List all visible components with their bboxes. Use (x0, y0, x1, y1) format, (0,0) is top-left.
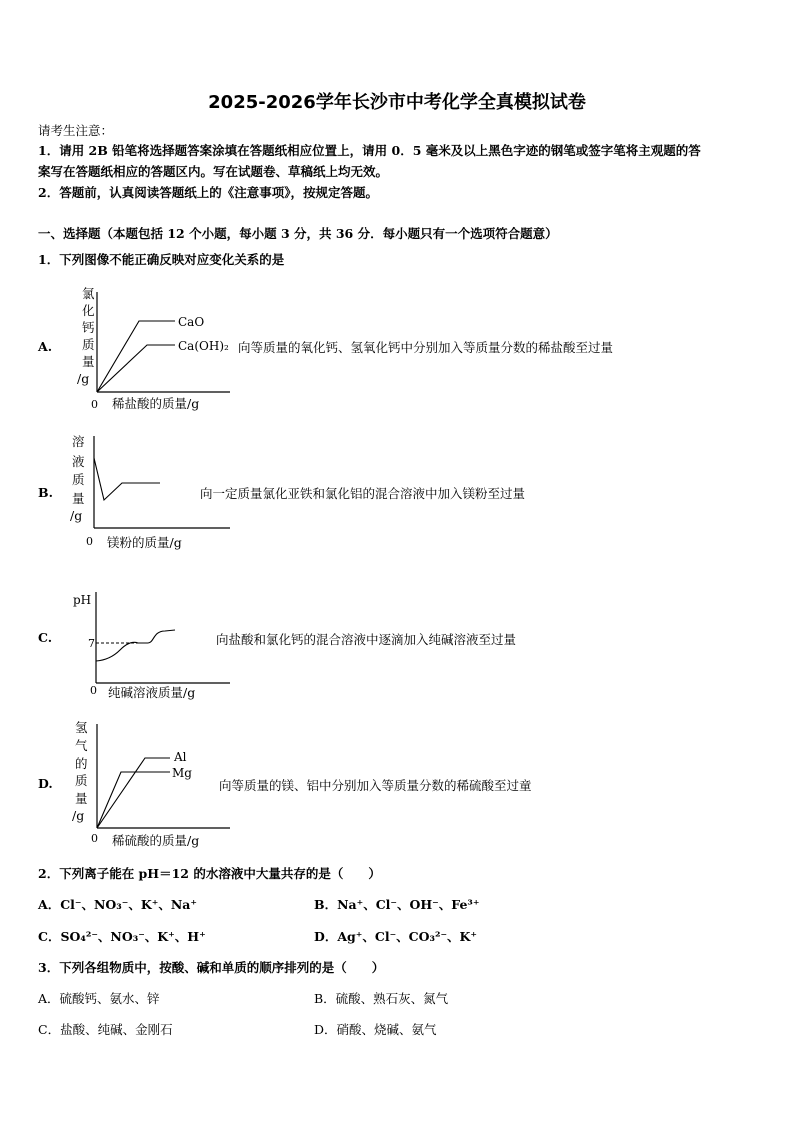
graph-a-origin: 0 (91, 398, 98, 411)
graph-a-series-caoh2: Ca(OH)₂ (178, 339, 229, 353)
graph-b-ylabel-3: 质 (72, 472, 85, 487)
graph-b-line (94, 458, 160, 500)
graph-c-ylabel: pH (73, 593, 92, 607)
question-3-option-d: D．硝酸、烧碱、氨气 (314, 1022, 437, 1037)
option-d-description: 向等质量的镁、铝中分别加入等质量分数的稀硫酸至过童 (219, 778, 532, 793)
notice-heading: 请考生注意： (38, 123, 114, 138)
graph-b-ylabel-2: 液 (72, 454, 85, 469)
graph-d-ylabel-3: 的 (75, 756, 88, 771)
graph-b-xlabel: 镁粉的质量/g (107, 535, 182, 550)
graph-a-ylabel-1: 氯 (82, 286, 95, 301)
option-b-label: B. (38, 485, 53, 500)
graph-b-ylabel-4: 量 (72, 491, 85, 506)
option-c-label: C. (38, 630, 53, 645)
question-3-option-b: B．硫酸、熟石灰、氮气 (314, 991, 449, 1006)
graph-d-xlabel: 稀硫酸的质量/g (112, 833, 200, 848)
graph-d-ylabel-5: 量 (75, 791, 88, 806)
graph-a-ylabel-2: 化 (82, 303, 95, 318)
graph-c (60, 588, 240, 706)
graph-b-ylabel-5: /g (70, 508, 83, 523)
graph-d-ylabel-6: /g (72, 808, 85, 823)
graph-a-ylabel-4: 质 (82, 337, 95, 352)
graph-d-series-al: Al (174, 750, 187, 764)
graph-b-ylabel-1: 溶 (72, 434, 85, 449)
option-b-description: 向一定质量氯化亚铁和氯化铝的混合溶液中加入镁粉至过量 (200, 486, 526, 501)
graph-a-xlabel: 稀盐酸的质量/g (112, 396, 200, 411)
notice-item-1-line-2: 案写在答题纸相应的答题区内。写在试题卷、草稿纸上均无效。 (38, 164, 389, 179)
graph-d-line-mg (97, 772, 170, 828)
question-2-stem: 2．下列离子能在 pH＝12 的水溶液中大量共存的是（ ） (38, 866, 381, 881)
graph-d-series-mg: Mg (172, 766, 192, 780)
question-3-option-a: A．硫酸钙、氨水、锌 (38, 991, 160, 1006)
option-c-description: 向盐酸和氯化钙的混合溶液中逐滴加入纯碱溶液至过量 (216, 632, 517, 647)
graph-a (60, 280, 240, 415)
graph-c-xlabel: 纯碱溶液质量/g (108, 685, 196, 700)
notice-item-1-line-1: 1．请用 2B 铅笔将选择题答案涂填在答题纸相应位置上，请用 0．5 毫米及以上黑色字迹的钢笔或签字笔将主观题的答 (38, 143, 701, 158)
question-1-stem: 1．下列图像不能正确反映对应变化关系的是 (38, 252, 285, 267)
option-a-description: 向等质量的氧化钙、氢氧化钙中分别加入等质量分数的稀盐酸至过量 (238, 340, 614, 355)
graph-d-ylabel-1: 氢 (75, 720, 88, 735)
question-2-option-d: D．Ag⁺、Cl⁻、CO₃²⁻、K⁺ (314, 929, 478, 944)
graph-d (60, 718, 240, 850)
graph-a-ylabel-3: 钙 (82, 320, 95, 335)
option-a-label: A. (38, 339, 53, 354)
notice-item-2: 2．答题前，认真阅读答题纸上的《注意事项》，按规定答题。 (38, 185, 378, 200)
graph-d-origin: 0 (91, 832, 98, 845)
section-heading: 一、选择题（本题包括 12 个小题，每小题 3 分，共 36 分．每小题只有一个选项符合题意） (38, 226, 558, 241)
graph-c-curve (96, 630, 175, 661)
question-3-stem: 3．下列各组物质中，按酸、碱和单质的顺序排列的是（ ） (38, 960, 385, 975)
option-d-label: D. (38, 776, 53, 791)
graph-a-series-cao: CaO (178, 315, 205, 329)
page-title: 2025-2026学年长沙市中考化学全真模拟试卷 (208, 92, 586, 113)
graph-a-ylabel-5: 量 (82, 354, 95, 369)
graph-d-line-al (97, 758, 170, 828)
graph-a-line-caoh2 (97, 345, 175, 392)
question-2-option-c: C．SO₄²⁻、NO₃⁻、K⁺、H⁺ (38, 929, 206, 944)
question-2-option-a: A．Cl⁻、NO₃⁻、K⁺、Na⁺ (38, 897, 197, 912)
graph-d-ylabel-2: 气 (75, 738, 88, 753)
graph-b-origin: 0 (86, 535, 93, 548)
graph-c-origin: 0 (90, 684, 97, 697)
graph-a-ylabel-6: /g (77, 371, 90, 386)
graph-d-ylabel-4: 质 (75, 773, 88, 788)
question-2-option-b: B．Na⁺、Cl⁻、OH⁻、Fe³⁺ (314, 897, 480, 912)
question-3-option-c: C．盐酸、纯碱、金刚石 (38, 1022, 173, 1037)
graph-c-tick-7: 7 (88, 637, 95, 650)
